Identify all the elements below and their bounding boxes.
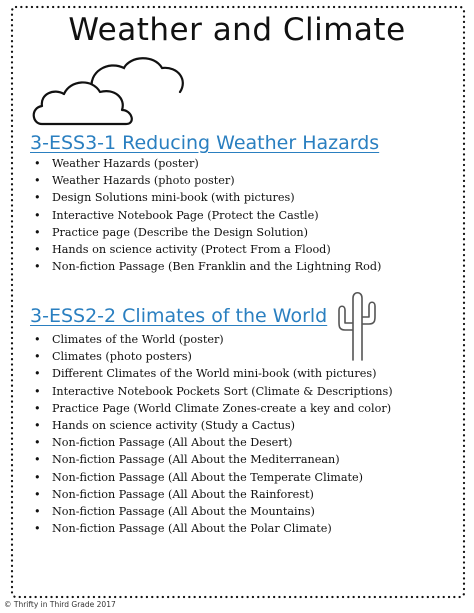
list-item: • Non-fiction Passage (Ben Franklin and the Lightning Rod)	[32, 258, 381, 275]
list-item: • Practice page (Describe the Design Solution)	[32, 224, 381, 241]
list-item: • Non-fiction Passage (All About the Polar Climate)	[32, 520, 393, 537]
section-heading-weather-hazards: 3-ESS3-1 Reducing Weather Hazards	[30, 132, 380, 154]
list-item: • Climates of the World (poster)	[32, 331, 393, 348]
copyright-notice: © Thrifty in Third Grade 2017	[4, 600, 116, 609]
weather-hazards-list	[32, 155, 381, 275]
page-title: Weather and Climate	[68, 12, 406, 48]
list-item: • Non-fiction Passage (All About the Temperate Climate)	[32, 469, 393, 486]
list-item: • Practice Page (World Climate Zones-create a key and color)	[32, 400, 393, 417]
list-item: • Hands on science activity (Protect From a Flood)	[32, 241, 381, 258]
list-item: • Non-fiction Passage (All About the Rainforest)	[32, 486, 393, 503]
climates-list	[32, 331, 393, 537]
list-item: • Non-fiction Passage (All About the Desert)	[32, 434, 393, 451]
list-item: • Weather Hazards (poster)	[32, 155, 381, 172]
list-item: • Hands on science activity (Study a Cactus)	[32, 417, 393, 434]
list-item: • Interactive Notebook Pockets Sort (Climate & Descriptions)	[32, 383, 393, 400]
list-item: • Different Climates of the World mini-book (with pictures)	[32, 365, 393, 382]
cloud-icon	[30, 50, 190, 130]
list-item: • Design Solutions mini-book (with pictures)	[32, 189, 381, 206]
list-item: • Non-fiction Passage (All About the Mediterranean)	[32, 451, 393, 468]
list-item: • Non-fiction Passage (All About the Mountains)	[32, 503, 393, 520]
list-item: • Weather Hazards (photo poster)	[32, 172, 381, 189]
list-item: • Interactive Notebook Page (Protect the Castle)	[32, 207, 381, 224]
list-item: • Climates (photo posters)	[32, 348, 393, 365]
section-heading-climates: 3-ESS2-2 Climates of the World	[30, 305, 328, 327]
